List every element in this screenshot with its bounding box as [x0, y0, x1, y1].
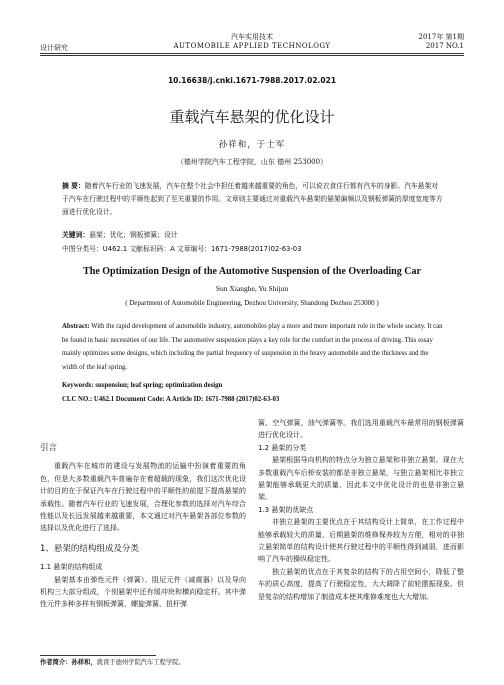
section-1-1-heading: 1.1 悬架的结构组成	[40, 563, 103, 572]
affiliation-en: ( Department of Automobile Engineering, Dezhou University, Shandong Dezhou 253000 )	[125, 299, 379, 307]
section-1-3-heading: 1.3 悬架的优缺点	[258, 505, 314, 514]
journal-name-cn: 汽车实用技术	[231, 33, 273, 41]
keywords-cn-text: 悬架；优化；钢板弹簧；设计	[89, 231, 178, 239]
issue-info	[419, 33, 465, 51]
abstract-en-label: Abstract:	[62, 323, 90, 330]
section-1-2-paragraph: 悬架根据导向机构的特点分为独立悬架和非独立悬架。现在大多数重载汽车后桥安装的都是非独立悬架，与独立悬架相比非独立悬架能够承载更大的质量，因此本文中优化设计的也是非独立悬架。	[258, 456, 464, 502]
section-1-3-paragraph-1: 非独立悬架的主要优点在于其结构设计上简单，在工作过程中能够承载较大的质量，后期悬架的维修保养较为方便，相对的非独立悬架简单的结构设计使其行驶过程中的平顺性得到减弱，进而影响了汽车的操纵稳定性。	[258, 518, 464, 564]
left-column	[40, 420, 246, 611]
classification-cn: 中图分类号：U462.1 文献标识码：A 文章编号：1671-7988(2017)02-63-03	[62, 245, 302, 253]
journal-name-en: AUTOMOBILE APPLIED TECHNOLOGY	[173, 42, 331, 50]
intro-heading: 引言	[40, 443, 58, 453]
continued-paragraph: 簧、空气弹簧、油气弹簧等。我们选用重载汽车最常用的钢板弹簧进行优化设计。	[258, 419, 464, 440]
issue-cn: 2017年 第1期	[418, 33, 464, 41]
keywords-cn	[62, 229, 178, 239]
author-footnote	[40, 657, 185, 666]
section-1-2-heading: 1.2 悬架的分类	[258, 443, 307, 452]
header-rule-thin	[40, 55, 464, 56]
section-1-3-paragraph-2: 独立悬架的优点在于其复杂的结构下的占用空间小，降低了整车的质心高度，提高了行驶稳定性，大大调降了前轮摆振现象。但是复杂的结构增加了制造成本使其维修难度也大大增加。	[258, 567, 464, 601]
authors-en: Sun Xianghe, Yu Shijun	[215, 284, 289, 293]
footnote-label: 作者简介：孙祥和，	[40, 659, 97, 666]
abstract-cn	[62, 180, 444, 219]
section-label: 设计研究	[40, 44, 68, 52]
section-1-heading: 1、悬架的结构组成及分类	[40, 543, 139, 554]
header-rule	[40, 53, 464, 54]
section-1-1-paragraph: 悬架基本由弹性元件（弹簧）、阻尼元件（减震器）以及导向机构三大部分组成，个别悬架中还有缓冲块和横向稳定杆。其中弹性元件多种多样有钢板弹簧、螺旋弹簧、扭杆弹	[40, 575, 246, 609]
classification-en: CLC NO.: U462.1 Document Code: A Article ID: 1671-7988 (2017)02-63-03	[62, 396, 280, 403]
issue-en: 2017 NO.1	[425, 42, 464, 50]
title-cn: 重载汽车悬架的优化设计	[169, 108, 335, 126]
abstract-en-text: With the rapid development of automobile industry, automobiles play a more and more important role in the whole society. It can be found in basic necessities of our life. The automotive suspension plays a key role for the comfort in the process of driving. This essay mainly optimizes some designs, which including the partial frequency of suspension in the heavy automobile and the thickness and the width of the leaf spring.	[62, 323, 443, 371]
intro-paragraph: 重载汽车在城市的建设与发展物流的运输中扮演着重要的角色，但是大多数重载汽车普遍存在着超载的现象，我们这次优化设计的目的在于保证汽车在行驶过程中的平顺性的前提下提高悬架的承载性。随着汽车行业的飞速发展，合理化参数的选择对汽车综合性能以及长远发展越来越重要，本文通过对汽车悬架各部位参数的选择以及优化进行了选择。	[40, 462, 246, 533]
doi: 10.16638/j.cnki.1671-7988.2017.02.021	[167, 76, 337, 85]
footnote-text: 就读于德州学院汽车工程学院。	[96, 659, 185, 666]
abstract-en	[62, 320, 444, 374]
keywords-en: Keywords: suspension; leaf spring; optimization design	[62, 382, 223, 389]
right-column	[258, 417, 464, 603]
abstract-cn-text: 随着汽车行业的飞速发展，汽车在整个社会中担任着越来越重要的角色，可以说衣食住行都有汽车的身影。汽车悬架对于汽车在行驶过程中的平顺性起到了至关重要的作用。文章则主要通过对重载汽车悬架的悬架偏频以及钢板弹簧的厚度宽度等方面进行优化设计。	[62, 182, 443, 216]
authors-cn: 孙祥和，于士军	[218, 140, 286, 150]
abstract-cn-label: 摘 要：	[62, 182, 85, 190]
keywords-cn-label: 关键词：	[62, 231, 90, 239]
affiliation-cn: （德州学院汽车工程学院，山东 德州 253000）	[176, 158, 328, 166]
footnote-rule	[40, 655, 156, 656]
title-en: The Optimization Design of the Automotive Suspension of the Overloading Car	[83, 266, 421, 277]
